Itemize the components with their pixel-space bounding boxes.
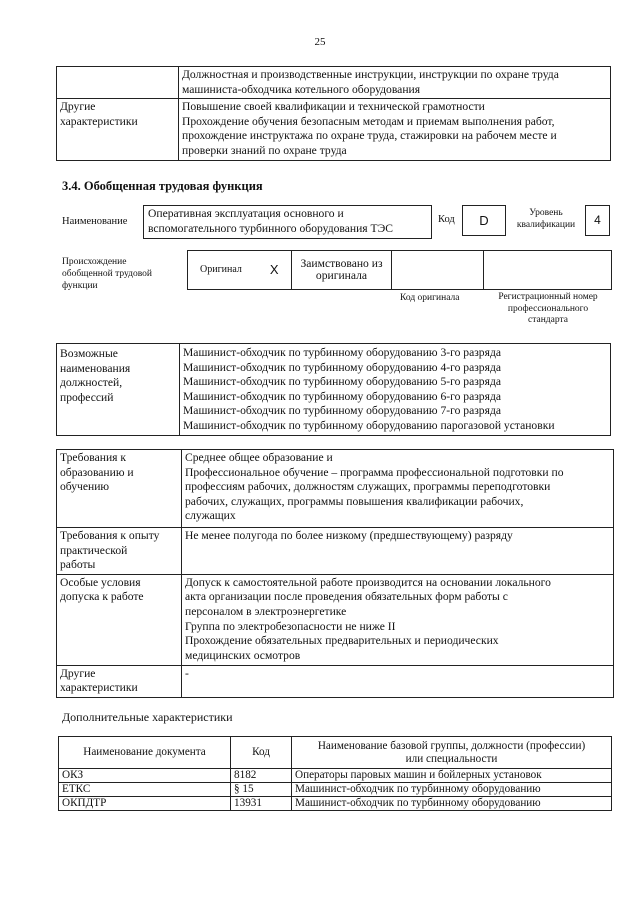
name-label: Наименование xyxy=(62,216,128,227)
position-item: Машинист-обходчик по турбинному оборудованию 3-го разряда xyxy=(183,346,501,359)
table-row xyxy=(59,797,612,811)
header-code: Код xyxy=(231,737,292,769)
row-doc: ЕТКС xyxy=(59,783,231,797)
position-item: Машинист-обходчик по турбинному оборудованию 4-го разряда xyxy=(183,360,501,374)
row-name: Машинист-обходчик по турбинному оборудованию xyxy=(292,797,612,811)
qualification-level-label: Уровень квалификации xyxy=(516,208,576,230)
function-name-box: Оперативная эксплуатация основного и вспомогательного турбинного оборудования ТЭС xyxy=(143,205,432,239)
origin-label: Происхождение обобщенной трудовой функции xyxy=(62,257,152,291)
level-box xyxy=(585,205,610,236)
position-item: Машинист-обходчик по турбинному оборудованию 5-го разряда xyxy=(183,375,501,389)
top-characteristics-table xyxy=(56,66,611,161)
row-code: 13931 xyxy=(231,797,292,811)
row-doc: ОКПДТР xyxy=(59,797,231,811)
empty-cell xyxy=(57,67,179,99)
row-code: 8182 xyxy=(231,769,292,783)
table-row xyxy=(59,783,612,797)
section-title: 3.4. Обобщенная трудовая функция xyxy=(62,179,263,193)
position-item: Машинист-обходчик по турбинному оборудованию 6-го разряда xyxy=(183,389,501,403)
position-item: Машинист-обходчик по турбинному оборудованию парогазовой установки xyxy=(183,418,555,432)
additional-table xyxy=(58,736,612,811)
code-original-cell xyxy=(392,251,484,290)
row-code: § 15 xyxy=(231,783,292,797)
table-row xyxy=(59,769,612,783)
experience-value: Не менее полугода по более низкому (предшествующему) разряду xyxy=(182,528,614,575)
original-label: Оригинал xyxy=(188,251,258,290)
code-label: Код xyxy=(438,214,455,225)
page-number: 25 xyxy=(314,36,326,48)
positions-list xyxy=(180,344,611,436)
positions-table xyxy=(56,343,611,436)
reg-number-label: Регистрационный номер профессионального стандарта xyxy=(498,292,598,325)
other-characteristics-label: Другие характеристики xyxy=(57,99,179,161)
requirements-table xyxy=(56,449,614,698)
position-item: Машинист-обходчик по турбинному оборудованию 7-го разряда xyxy=(183,404,501,418)
origin-table xyxy=(187,250,612,290)
additional-title: Дополнительные характеристики xyxy=(62,710,233,724)
instructions-cell: Должностная и производственные инструкции, инструкции по охране труда машиниста-обходчика котельного оборудования xyxy=(179,67,611,99)
other-value: - xyxy=(182,665,614,697)
education-label: Требования к образованию и обучению xyxy=(57,450,182,528)
other-characteristics-value: Повышение своей квалификации и технической грамотности Прохождение обучения безопасным методам и приемам выполнения работ, прохождение инструктажа по охране труда, стажировки на рабочем месте и проверки знаний по охране труда xyxy=(179,99,611,161)
header-name: Наименование базовой группы, должности (профессии) или специальности xyxy=(292,737,612,769)
other-label: Другие характеристики xyxy=(57,665,182,697)
positions-label: Возможные наименования должностей, профессий xyxy=(57,344,180,436)
education-value: Среднее общее образование и Профессиональное обучение – программа профессиональной подготовки по профессиям рабочих, должностям служащих, программы переподготовки рабочих, служащих, программы повышения квалификации рабочих, служащих xyxy=(182,450,614,528)
original-mark: X xyxy=(258,251,292,290)
header-doc: Наименование документа xyxy=(59,737,231,769)
borrowed-label: Заимствовано из оригинала xyxy=(292,251,392,290)
row-name: Операторы паровых машин и бойлерных установок xyxy=(292,769,612,783)
code-original-label: Код оригинала xyxy=(400,293,460,303)
row-doc: ОКЗ xyxy=(59,769,231,783)
reg-number-cell xyxy=(484,251,612,290)
code-box xyxy=(462,205,506,236)
code-value: D xyxy=(479,213,489,228)
row-name: Машинист-обходчик по турбинному оборудованию xyxy=(292,783,612,797)
conditions-value: Допуск к самостоятельной работе производится на основании локального акта организации после проведения обязательных форм работы с персоналом в электроэнергетике Группа по электробезопасности не ниже II Прохождение обязательных предварительных и периодических медицинских осмотров xyxy=(182,574,614,665)
experience-label: Требования к опыту практической работы xyxy=(57,528,182,575)
conditions-label: Особые условия допуска к работе xyxy=(57,574,182,665)
level-value: 4 xyxy=(594,213,601,227)
